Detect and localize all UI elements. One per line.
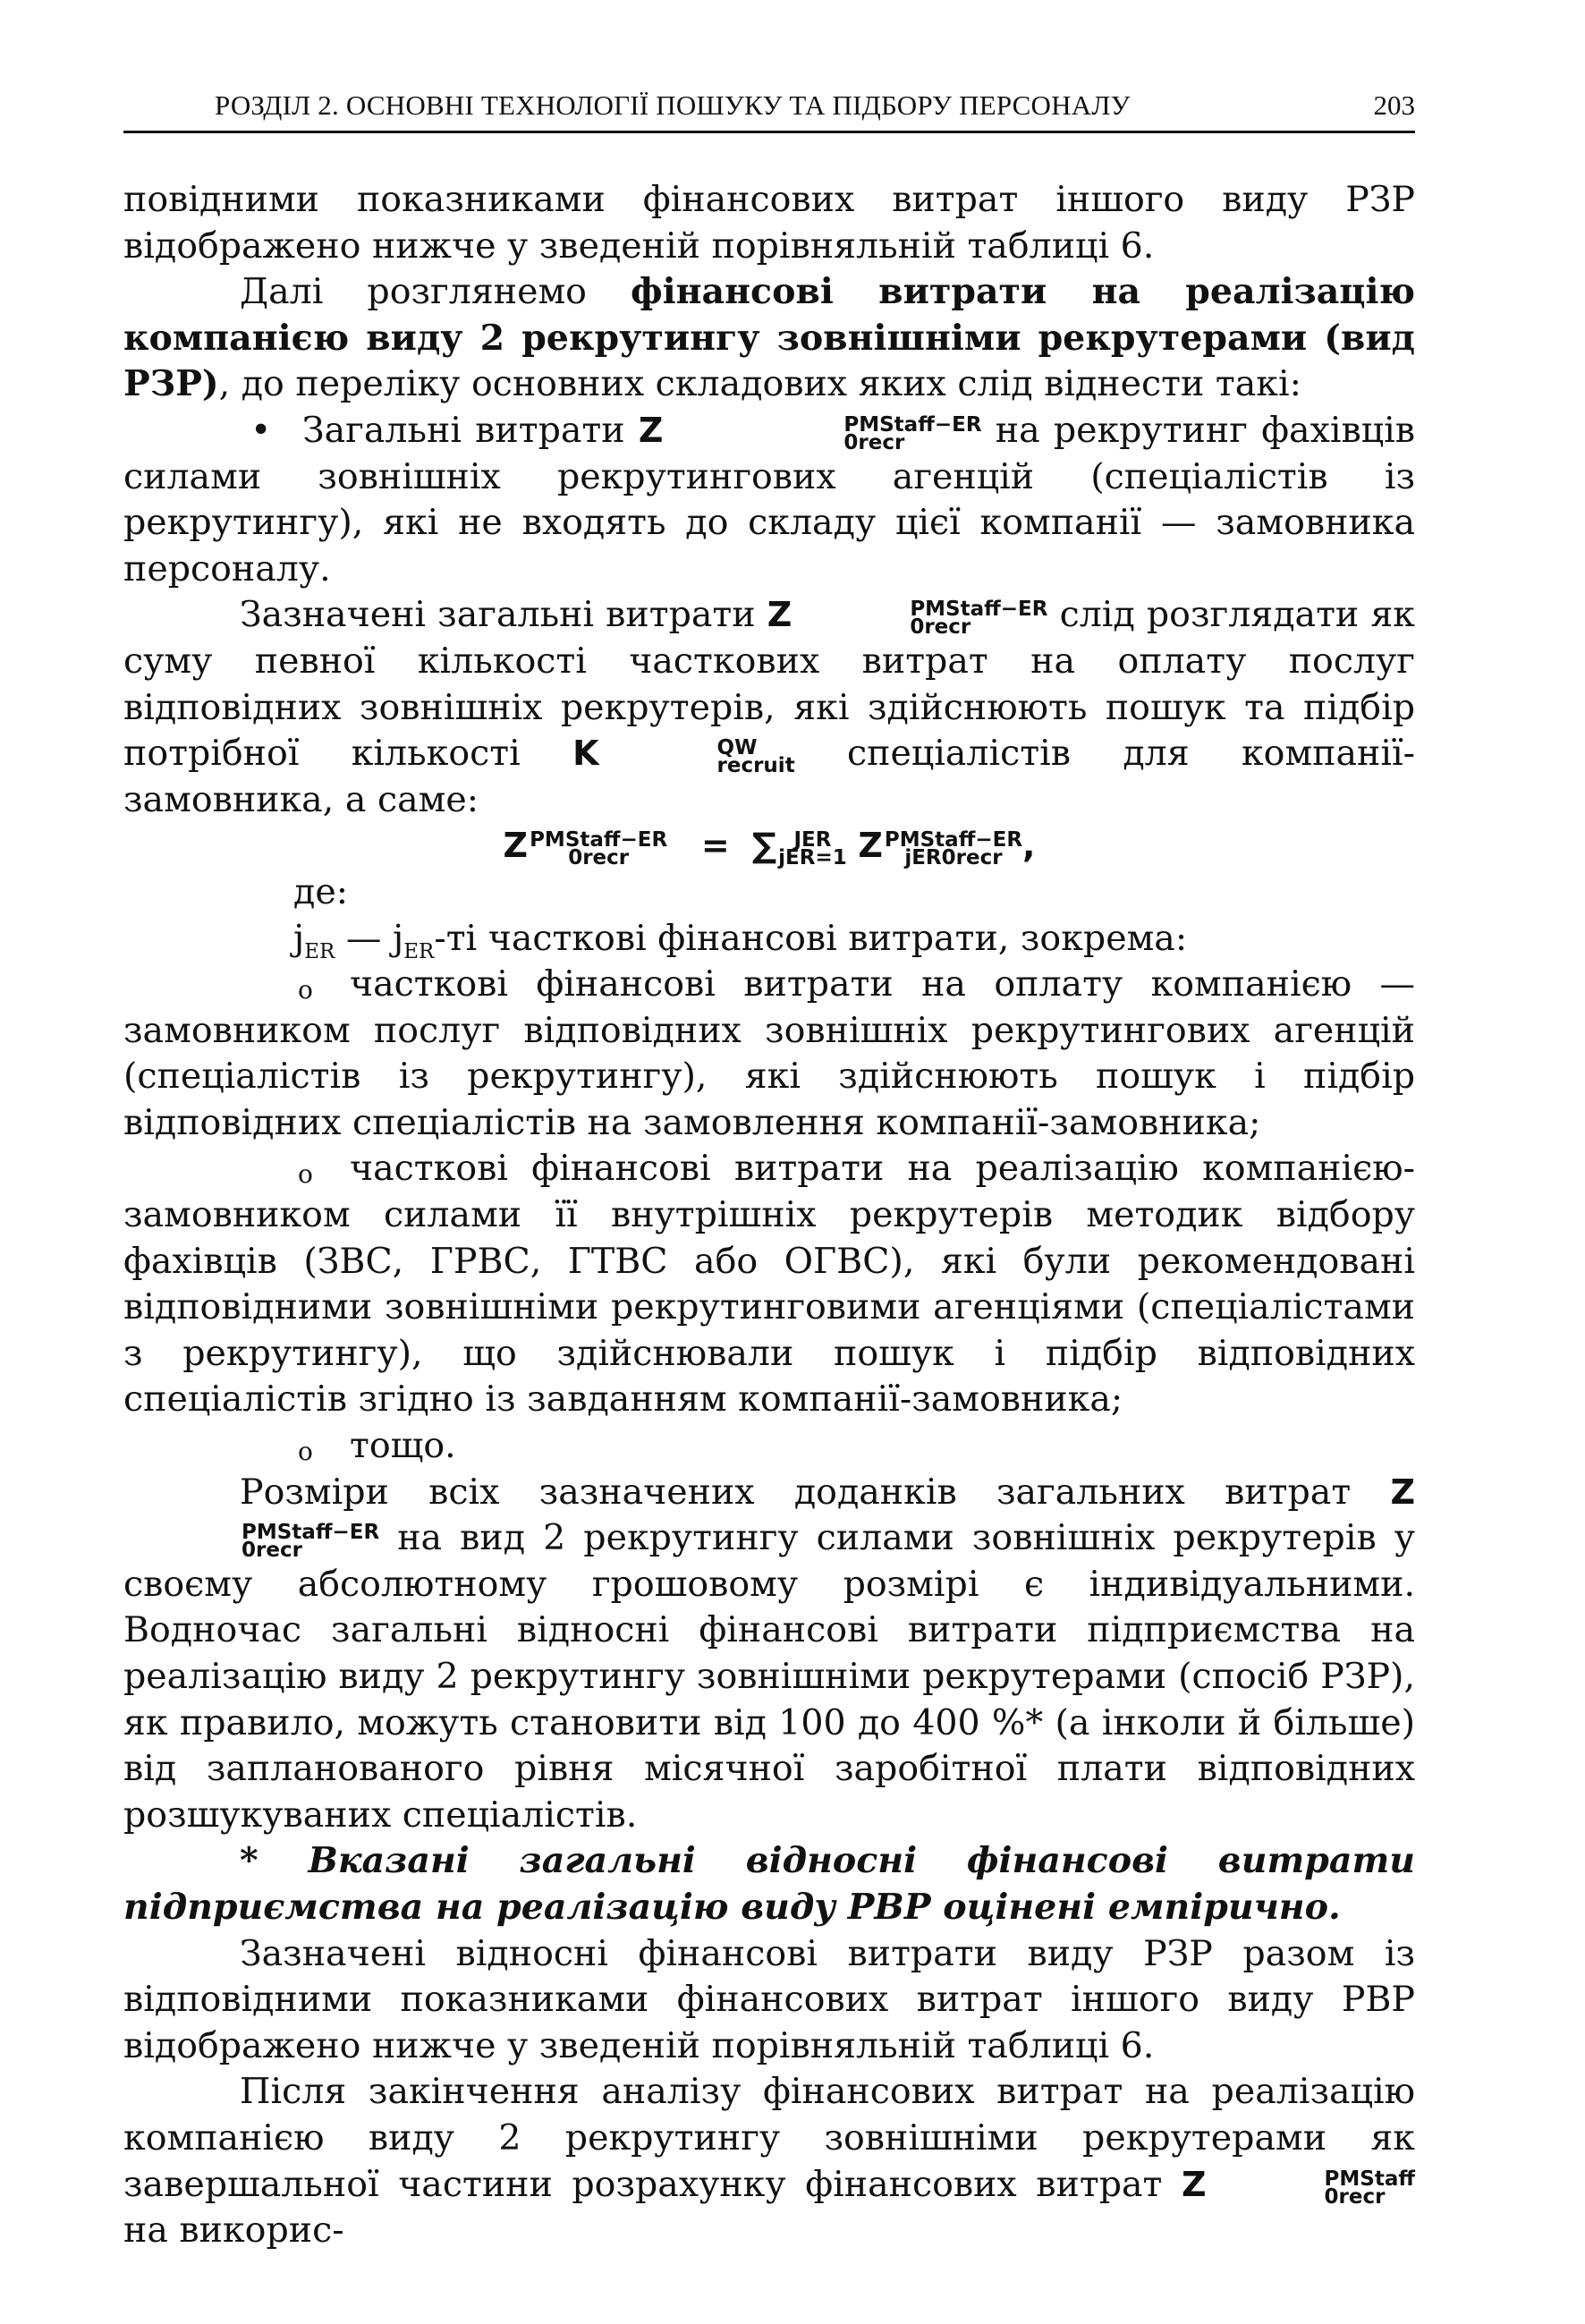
footnote-star: * bbox=[240, 1840, 309, 1882]
text: , до переліку основних складових яких слід віднести такі: bbox=[218, 363, 1301, 405]
bullet-item bbox=[123, 408, 1415, 592]
page-number: 203 bbox=[1373, 89, 1415, 121]
math-rhs: Z PMStaff−ER jER0recr bbox=[858, 826, 1023, 870]
text: тощо. bbox=[350, 1425, 456, 1467]
sub-item-2 bbox=[123, 1146, 1415, 1423]
circle-bullet-icon: o bbox=[298, 1437, 313, 1467]
text: — bbox=[335, 917, 393, 959]
paragraph-2 bbox=[123, 269, 1415, 408]
circle-bullet-icon: o bbox=[298, 1159, 313, 1190]
paragraph-4 bbox=[123, 1470, 1415, 1839]
text: Загальні витрати bbox=[302, 409, 639, 451]
text: на викорис- bbox=[123, 2209, 344, 2252]
text: -ті часткові фінансові витрати, зокрема: bbox=[434, 917, 1188, 959]
math-k-recruit-qw: K QW recruit bbox=[572, 734, 795, 778]
equals-sign: = bbox=[700, 826, 730, 866]
footnote bbox=[123, 1838, 1415, 1930]
jer-symbol: $j_{ER}$ bbox=[293, 917, 335, 963]
text: Далі розглянемо bbox=[240, 271, 631, 313]
paragraph-5: Зазначені відносні фінансові витрати виду РЗР разом із відповідними показниками фінансових витрат іншого виду РВР відображено нижче у зведеній порівняльній таблиці 6. bbox=[123, 1932, 1415, 2066]
math-z-0recr-pmstaff: Z PMStaff 0recr bbox=[1181, 2164, 1415, 2209]
text: спеціалістів для компанії-замовника, а саме: bbox=[123, 733, 1415, 820]
equation bbox=[123, 823, 1415, 869]
jer-symbol: $j_{ER}$ bbox=[392, 917, 435, 963]
paragraph-1: повідними показниками фінансових витрат іншого виду РЗР відображено нижче у зведеній порівняльній таблиці 6. bbox=[123, 179, 1415, 267]
paragraph-6 bbox=[123, 2069, 1415, 2253]
bullet-icon: • bbox=[250, 409, 272, 451]
math-z-0recr-pmstaff-er: Z PMStaff−ER 0recr bbox=[767, 595, 1048, 640]
text: на вид 2 рекрутингу силами зовнішніх рекрутерів у своєму абсолютному грошовому розмірі є індивідуальними. Водночас загальні відносні фінансові витрати підприємства на реалізацію виду 2 рекрутингу зовнішніми рекрутерами (спосіб РЗР), як правило, можуть становити від 100 до 400 % bbox=[123, 1517, 1415, 1743]
text: часткові фінансові витрати на оплату компанією — замовником послуг відповідних зовнішніх рекрутингових агенцій (спеціалістів із рекрутингу), які здійснюють пошук і підбір відповідних спеціалістів на замовлення компанії-замовника; bbox=[123, 963, 1415, 1143]
math-lhs: Z PMStaff−ER 0recr bbox=[503, 826, 668, 870]
sub-item-1 bbox=[123, 962, 1415, 1146]
footnote-marker: * bbox=[1025, 1701, 1044, 1743]
footnote-text: Вказані загальні відносні фінансові витрати підприємства на реалізацію виду РВР оцінені емпірично. bbox=[123, 1840, 1415, 1928]
text: Розміри всіх зазначених доданків загальних витрат bbox=[240, 1471, 1391, 1513]
bold-phrase: фінансові витрати на реалізацію компанією виду 2 рекрутингу зовнішніми рекрутерами (вид РЗР) bbox=[123, 271, 1415, 405]
sub-item-3 bbox=[123, 1423, 1415, 1470]
chapter-title: РОЗДІЛ 2. ОСНОВНІ ТЕХНОЛОГІЇ ПОШУКУ ТА ПІДБОРУ ПЕРСОНАЛУ bbox=[215, 89, 1131, 121]
text: на рекрутинг фахівців силами зовнішніх рекрутингових агенцій (спеціалістів із рекрутингу), які не входять до складу цієї компанії — замовника персоналу. bbox=[123, 409, 1415, 589]
paragraph-3 bbox=[123, 592, 1415, 823]
math-z-0recr-pmstaff-er: Z PMStaff−ER 0recr bbox=[242, 1472, 1415, 1563]
comma: , bbox=[1022, 826, 1036, 866]
text: часткові фінансові витрати на реалізацію компанією-замовником силами її внутрішніх рекрутерів методик відбору фахівців (ЗВС, ГРВС, ГТВС або ОГВС), які були рекомендовані відповідними зовнішніми рекрутинговими агенціями (спеціалістами з рекрутингу), що здійснювали пошук і підбір відповідних спеціалістів згідно із завданням компанії-замовника; bbox=[123, 1148, 1415, 1421]
jer-definition bbox=[123, 916, 1415, 963]
text: слід розглядати як суму певної кількості часткових витрат на оплату послуг відповідних зовнішніх рекрутерів, які здійснюють пошук та підбір потрібної кількості bbox=[123, 594, 1415, 775]
running-header bbox=[123, 88, 1415, 133]
circle-bullet-icon: o bbox=[298, 975, 313, 1005]
math-z-0recr-pmstaff-er: Z PMStaff−ER 0recr bbox=[638, 410, 982, 454]
where-label: де: bbox=[293, 870, 349, 912]
text: (а інколи й більше) від запланованого рівня місячної заробітної плати відповідних розшукуваних спеціалістів. bbox=[123, 1701, 1415, 1836]
math-sum: ∑ JER jER=1 bbox=[751, 826, 847, 870]
page-body bbox=[123, 177, 1415, 2254]
text: Зазначені загальні витрати bbox=[240, 594, 767, 636]
text: Після закінчення аналізу фінансових витрат на реалізацію компанією виду 2 рекрутингу зовнішніми рекрутерами як завершальної частини розрахунку фінансових витрат bbox=[123, 2071, 1415, 2205]
